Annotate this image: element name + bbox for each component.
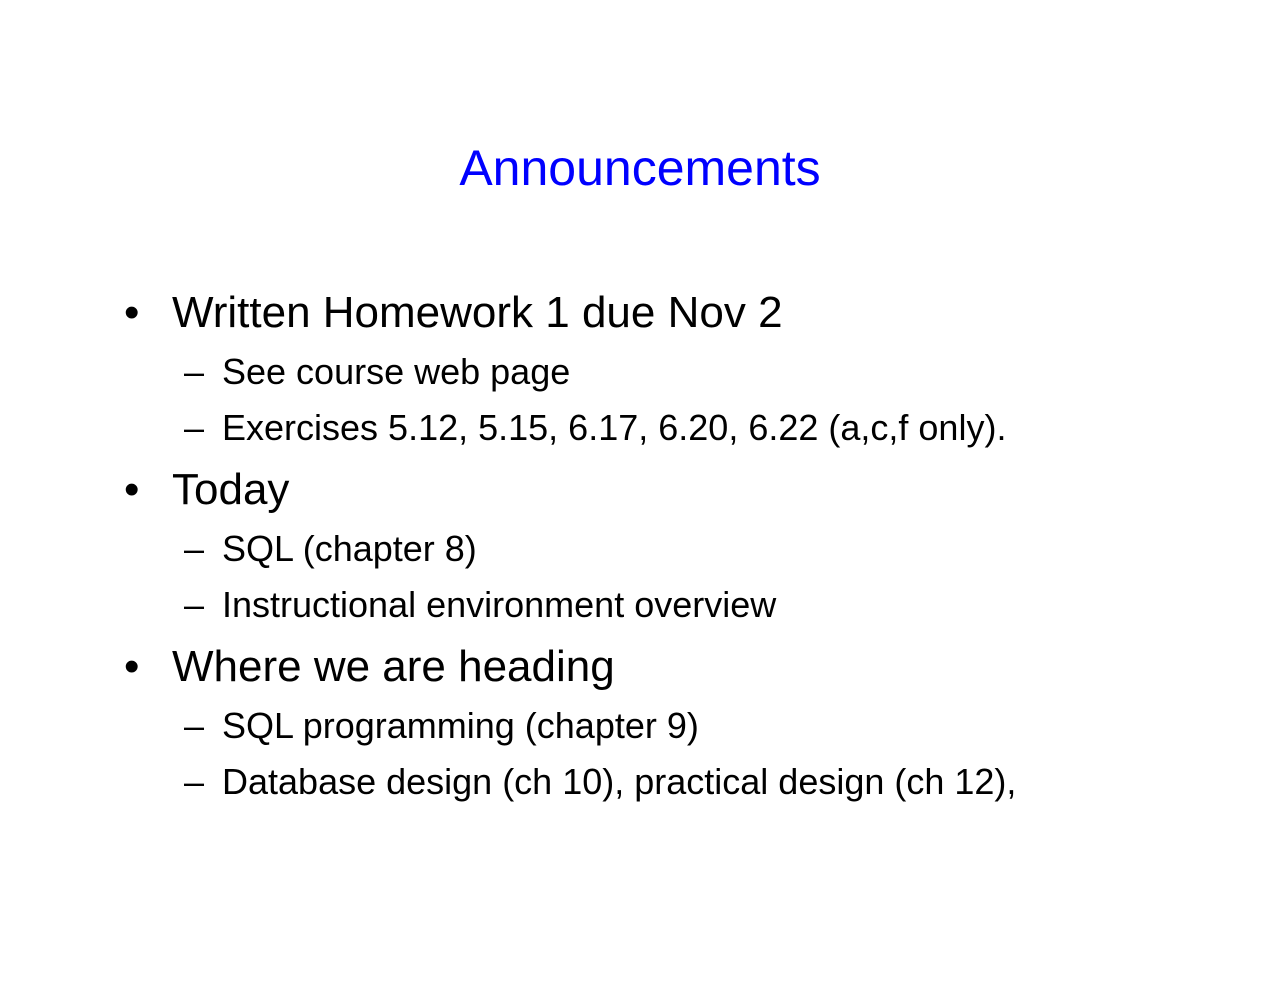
- bullet-dot: •: [124, 642, 140, 691]
- sub-dash: –: [184, 761, 205, 802]
- slide-title: Announcements: [459, 140, 821, 196]
- subitem-text: Database design (ch 10), practical design (ch 12),: [222, 761, 1017, 802]
- subitem-instructional-environment: [184, 583, 776, 627]
- subitem-text: See course web page: [222, 351, 571, 392]
- sub-dash: –: [184, 351, 205, 392]
- subitem-exercises: [184, 406, 1006, 450]
- bullet-dot: •: [124, 288, 140, 337]
- bullet-text: Today: [172, 465, 290, 514]
- subitem-database-design: [184, 760, 1016, 804]
- bullet-item-today: [124, 464, 289, 516]
- bullet-item-heading: [124, 641, 615, 693]
- bullet-item-homework: [124, 287, 783, 339]
- bullet-text: Written Homework 1 due Nov 2: [172, 288, 783, 337]
- sub-dash: –: [184, 407, 205, 448]
- subitem-text: SQL (chapter 8): [222, 528, 477, 569]
- subitem-text: Exercises 5.12, 5.15, 6.17, 6.20, 6.22 (a,c,f only).: [222, 407, 1007, 448]
- subitem-sql-programming: [184, 704, 699, 748]
- bullet-dot: •: [124, 465, 140, 514]
- sub-dash: –: [184, 584, 205, 625]
- bullet-text: Where we are heading: [172, 642, 615, 691]
- subitem-sql-chapter: [184, 527, 477, 571]
- sub-dash: –: [184, 528, 205, 569]
- subitem-course-web-page: [184, 350, 570, 394]
- subitem-text: Instructional environment overview: [222, 584, 777, 625]
- sub-dash: –: [184, 705, 205, 746]
- subitem-text: SQL programming (chapter 9): [222, 705, 699, 746]
